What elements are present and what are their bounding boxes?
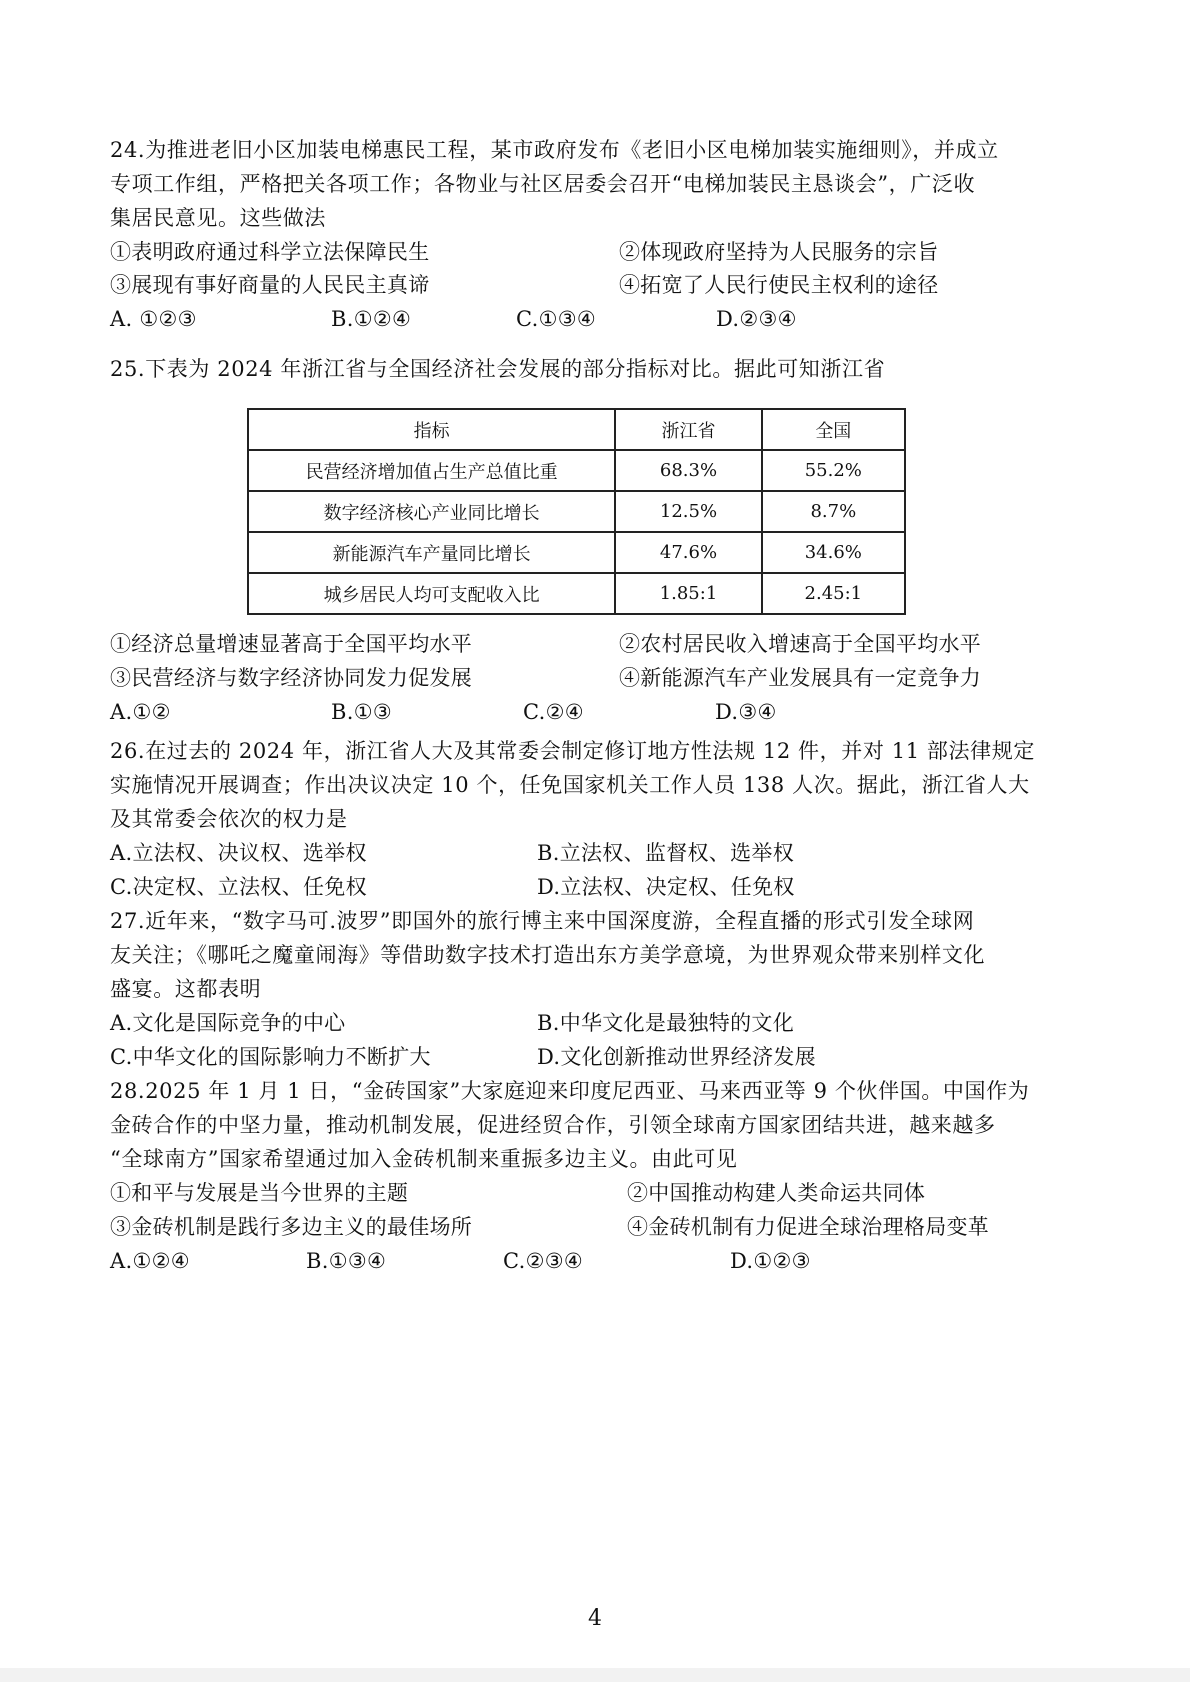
q27-choice-b: B.中华文化是最独特的文化 [537,1011,795,1035]
table-cell-national: 55.2% [762,450,905,491]
q25-choice-d: D.③④ [715,700,777,724]
table-header-national: 全国 [762,409,905,450]
table-cell-zhejiang: 1.85:1 [615,573,761,614]
q27-stem-line-2: 友关注；《哪吒之魔童闹海》等借助数字技术打造出东方美学意境，为世界观众带来别样文化 [110,943,986,967]
q25-choice-a: A.①② [110,700,171,724]
q24-item-3: ③展现有事好商量的人民民主真谛 [110,273,430,297]
q24-choice-d: D.②③④ [716,307,797,331]
q28-item-4: ④金砖机制有力促进全球治理格局变革 [627,1215,990,1239]
q27-stem-line-3: 盛宴。这都表明 [110,977,262,1001]
table-header-indicator: 指标 [248,409,615,450]
table-header-zhejiang: 浙江省 [615,409,761,450]
q26-choice-c: C.决定权、立法权、任免权 [110,875,367,899]
q25-item-1: ①经济总量增速显著高于全国平均水平 [110,632,473,656]
table-cell-national: 8.7% [762,491,905,532]
table-cell-indicator: 数字经济核心产业同比增长 [248,491,615,532]
table-cell-indicator: 民营经济增加值占生产总值比重 [248,450,615,491]
q26-stem-line-2: 实施情况开展调查；作出决议决定 10 个，任免国家机关工作人员 138 人次。据此，浙江省人大 [110,773,1030,797]
q25-choice-c: C.②④ [523,700,584,724]
q25-choice-b: B.①③ [331,700,392,724]
q26-stem-line-3: 及其常委会依次的权力是 [110,807,348,831]
q24-item-4: ④拓宽了人民行使民主权利的途径 [619,273,939,297]
q25-stem-line-1: 25.下表为 2024 年浙江省与全国经济社会发展的部分指标对比。据此可知浙江省 [110,357,886,381]
q26-choice-a: A.立法权、决议权、选举权 [110,841,367,865]
q25-item-4: ④新能源汽车产业发展具有一定竞争力 [619,666,982,690]
q28-choice-d: D.①②③ [730,1249,811,1273]
q24-item-1: ①表明政府通过科学立法保障民生 [110,240,430,264]
q24-stem-line-3: 集居民意见。这些做法 [110,206,326,230]
table-row [248,573,905,614]
q24-choice-b: B.①②④ [331,307,412,331]
q25-item-2: ②农村居民收入增速高于全国平均水平 [619,632,982,656]
table-cell-zhejiang: 12.5% [615,491,761,532]
q28-item-2: ②中国推动构建人类命运共同体 [627,1181,926,1205]
q28-stem-line-1: 28.2025 年 1 月 1 日，“金砖国家”大家庭迎来印度尼西亚、马来西亚等 9 个伙伴国。中国作为 [110,1079,1030,1103]
scan-bottom-edge [0,1668,1190,1682]
q28-item-1: ①和平与发展是当今世界的主题 [110,1181,409,1205]
table-cell-national: 2.45:1 [762,573,905,614]
q24-choice-a: A. ①②③ [110,307,197,331]
table-cell-indicator: 新能源汽车产量同比增长 [248,532,615,573]
q27-choice-d: D.文化创新推动世界经济发展 [537,1045,816,1069]
q26-stem-line-1: 26.在过去的 2024 年，浙江省人大及其常委会制定修订地方性法规 12 件，并对 11 部法律规定 [110,739,1035,763]
table-cell-national: 34.6% [762,532,905,573]
q24-stem-line-2: 专项工作组，严格把关各项工作；各物业与社区居委会召开“电梯加装民主恳谈会”，广泛收 [110,172,976,196]
q24-item-2: ②体现政府坚持为人民服务的宗旨 [619,240,939,264]
table-row [248,450,905,491]
q27-choice-c: C.中华文化的国际影响力不断扩大 [110,1045,431,1069]
q24-choice-c: C.①③④ [516,307,596,331]
indicator-table [247,408,906,615]
q25-item-3: ③民营经济与数字经济协同发力促发展 [110,666,473,690]
q27-choice-a: A.文化是国际竞争的中心 [110,1011,346,1035]
q24-stem-line-1: 24.为推进老旧小区加装电梯惠民工程，某市政府发布《老旧小区电梯加装实施细则》，并成立 [110,138,999,162]
q26-choice-d: D.立法权、决定权、任免权 [537,875,795,899]
table-row [248,532,905,573]
q28-item-3: ③金砖机制是践行多边主义的最佳场所 [110,1215,473,1239]
q28-stem-line-3: “全球南方”国家希望通过加入金砖机制来重振多边主义。由此可见 [110,1147,738,1171]
table-cell-zhejiang: 47.6% [615,532,761,573]
q28-choice-c: C.②③④ [503,1249,583,1273]
q26-choice-b: B.立法权、监督权、选举权 [537,841,795,865]
q28-choice-a: A.①②④ [110,1249,190,1273]
q27-stem-line-1: 27.近年来，“数字马可.波罗”即国外的旅行博主来中国深度游，全程直播的形式引发全球网 [110,909,975,933]
q28-stem-line-2: 金砖合作的中坚力量，推动机制发展，促进经贸合作，引领全球南方国家团结共进，越来越多 [110,1113,996,1137]
table-cell-indicator: 城乡居民人均可支配收入比 [248,573,615,614]
q28-choice-b: B.①③④ [306,1249,387,1273]
table-cell-zhejiang: 68.3% [615,450,761,491]
table-row [248,491,905,532]
page-number: 4 [588,1606,602,1631]
table-header-row [248,409,905,450]
